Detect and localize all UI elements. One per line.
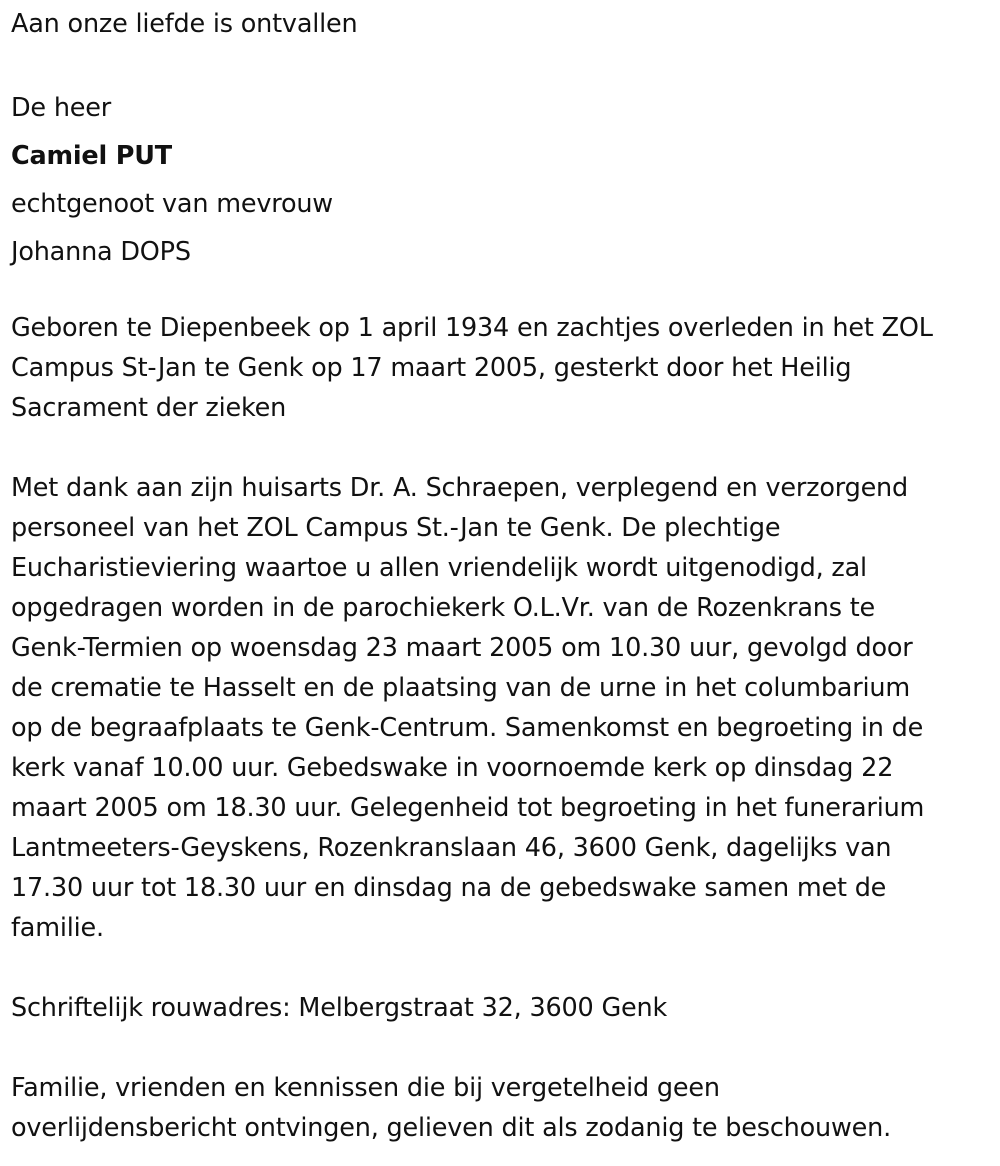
salutation: De heer xyxy=(11,93,112,123)
paragraph-line: overlijdensbericht ontvingen, gelieven dit als zodanig te beschouwen. xyxy=(11,1113,892,1143)
spacer xyxy=(11,428,991,468)
closing-paragraph xyxy=(11,1068,991,1148)
mourning-address: Schriftelijk rouwadres: Melbergstraat 32, 3600 Genk xyxy=(11,993,668,1023)
paragraph-line: 17.30 uur tot 18.30 uur en dinsdag na de gebedswake samen met de xyxy=(11,873,887,903)
paragraph-line: Met dank aan zijn huisarts Dr. A. Schraepen, verplegend en verzorgend xyxy=(11,473,909,503)
paragraph-line: Lantmeeters-Geyskens, Rozenkranslaan 46, 3600 Genk, dagelijks van xyxy=(11,833,892,863)
spacer xyxy=(11,948,991,988)
spacer xyxy=(11,276,991,308)
spouse-prefix: echtgenoot van mevrouw xyxy=(11,189,333,219)
paragraph-line: Eucharistieviering waartoe u allen vriendelijk wordt uitgenodigd, zal xyxy=(11,553,867,583)
paragraph-line: opgedragen worden in de parochiekerk O.L.Vr. van de Rozenkrans te xyxy=(11,593,876,623)
birth-death-paragraph xyxy=(11,308,991,428)
intro-text: Aan onze liefde is ontvallen xyxy=(11,9,358,39)
ceremony-paragraph xyxy=(11,468,991,948)
paragraph-line: Campus St-Jan te Genk op 17 maart 2005, gesterkt door het Heilig xyxy=(11,353,852,383)
paragraph-line: familie. xyxy=(11,913,104,943)
spouse-name: Johanna DOPS xyxy=(11,237,191,267)
paragraph-line: Geboren te Diepenbeek op 1 april 1934 en zachtjes overleden in het ZOL xyxy=(11,313,933,343)
paragraph-line: de crematie te Hasselt en de plaatsing van de urne in het columbarium xyxy=(11,673,910,703)
death-notice xyxy=(11,4,991,1148)
paragraph-line: kerk vanaf 10.00 uur. Gebedswake in voornoemde kerk op dinsdag 22 xyxy=(11,753,894,783)
paragraph-line: Sacrament der zieken xyxy=(11,393,287,423)
paragraph-line: Genk-Termien op woensdag 23 maart 2005 om 10.30 uur, gevolgd door xyxy=(11,633,913,663)
paragraph-line: maart 2005 om 18.30 uur. Gelegenheid tot begroeting in het funerarium xyxy=(11,793,925,823)
spacer xyxy=(11,1028,991,1068)
paragraph-line: Familie, vrienden en kennissen die bij vergetelheid geen xyxy=(11,1073,720,1103)
paragraph-line: personeel van het ZOL Campus St.-Jan te Genk. De plechtige xyxy=(11,513,781,543)
spacer xyxy=(11,44,991,84)
deceased-name: Camiel PUT xyxy=(11,141,172,171)
paragraph-line: op de begraafplaats te Genk-Centrum. Samenkomst en begroeting in de xyxy=(11,713,924,743)
